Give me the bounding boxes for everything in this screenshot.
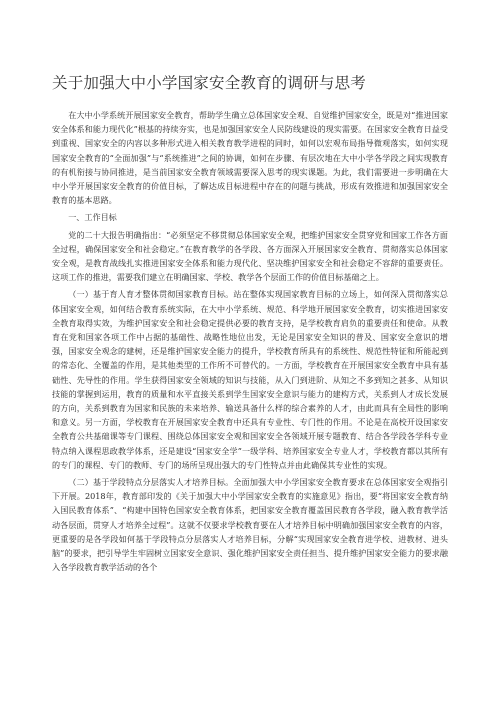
document-title: 关于加强大中小学国家安全教育的调研与思考 (52, 74, 367, 92)
section-heading-goals: 一、工作目标 (68, 212, 117, 223)
subsection-2-paragraph: （二）基于学段特点分层落实人才培养目标。全面加强大中小学国家安全教育要求在总体国家安全观指引下开展。2018年，教育部印发的《关于加强大中小学国家安全教育的实施意见》指出，要“将国家安全教育纳入国民教育体系”、“构建中国特色国家安全教育体系，把国家安全教育覆盖国民教育各学段，融入教育教学活动各层面，贯穿人才培养全过程”。这就不仅要求学校教育要在人才培养目标中明确加强国家安全教育的内容，更重要的是各学段如何基于学段特点分层落实人才培养目标，分解“实现国家安全教育进学校、进教材、进头脑”的要求，把引导学生牢固树立国家安全意识、强化维护国家安全责任担当、提升维护国家安全能力的要求融入各学段教育教学活动的各个 (52, 477, 448, 573)
intro-paragraph: 在大中小学系统开展国家安全教育，帮助学生确立总体国家安全观、自觉维护国家安全，既是对“推进国家安全体系和能力现代化”根基的持续夯实，也是加强国家安全人民防线建设的现实需要。在国家安全教育日益受到重视、国家安全的内容以多种形式进入相关教育教学进程的同时，如何以宏观布局指导微观落实，如何实现国家安全教育的“全面加强”与“系统推进”之间的协调，如何在步骤、有层次地在大中小学各学段之间实现教育的有机衔接与协同推进，是当前国家安全教育领域需要深入思考的现实课题。为此，我们需要进一步明确在大中小学开展国家安全教育的价值目标，了解达成目标进程中存在的问题与挑战，形成有效推进和加强国家安全教育的基本思路。 (52, 110, 448, 206)
section-goals-paragraph: 党的二十大报告明确指出：“必须坚定不移贯彻总体国家安全观，把维护国家安全贯穿党和国家工作各方面全过程，确保国家安全和社会稳定。”在教育教学的各学段、各方面深入开展国家安全教育、贯彻落实总体国家安全观，是教育战线扎实推进国家安全体系和能力现代化、坚决维护国家安全和社会稳定不容辞的重要责任。这项工作的推进，需要我们建立在明确国家、学校、教学各个层面工作的价值目标基础之上。 (52, 229, 448, 283)
subsection-1-paragraph: （一）基于育人育才整体贯彻国家教育目标。站在整体实现国家教育目标的立场上，如何深入贯彻落实总体国家安全观，如何结合教育系统实际，在大中小学系统、规范、科学地开展国家安全教育，切实推进国家安全教育取得实效，为维护国家安全和社会稳定提供必要的教育支持，是学校教育肩负的重要责任和使命。从教育在党和国家各项工作中占据的基础性、战略性地位出发，无论是国家安全知识的普及、国家安全意识的增强，国家安全观念的建树，还是维护国家安全能力的提升，学校教育所具有的系统性、规范性特征和所能起到的常态化、全覆盖的作用，是其他类型的工作所不可替代的。一方面，学校教育在开展国家安全教育中具有基础性、先导性的作用。学生获得国家安全领域的知识与技能，从入门到进阶、从知之不多到知之甚多、从知识技能的掌握到运用，教育的质量和水平直接关系到学生国家安全意识与能力的建构方式，关系到人才成长发展的方向，关系到教育为国家和民族的未来培养、输送具备什么样的综合素养的人才，由此而具有全局性的影响和意义。另一方面，学校教育在开展国家安全教育中还具有专业性、专门性的作用。不论是在高校开设国家安全教育公共基础课等专门课程、围绕总体国家安全观和国家安全各领域开展专题教育、结合各学段各学科专业特点纳入课程思政教学体系，还是建设“国家安全学”一级学科、培养国家安全专业人才，学校教育都以其所有的专门的课程、专门的教师、专门的场所呈现出强大的专门性特点并由此确保其专业性的实现。 (52, 289, 448, 470)
